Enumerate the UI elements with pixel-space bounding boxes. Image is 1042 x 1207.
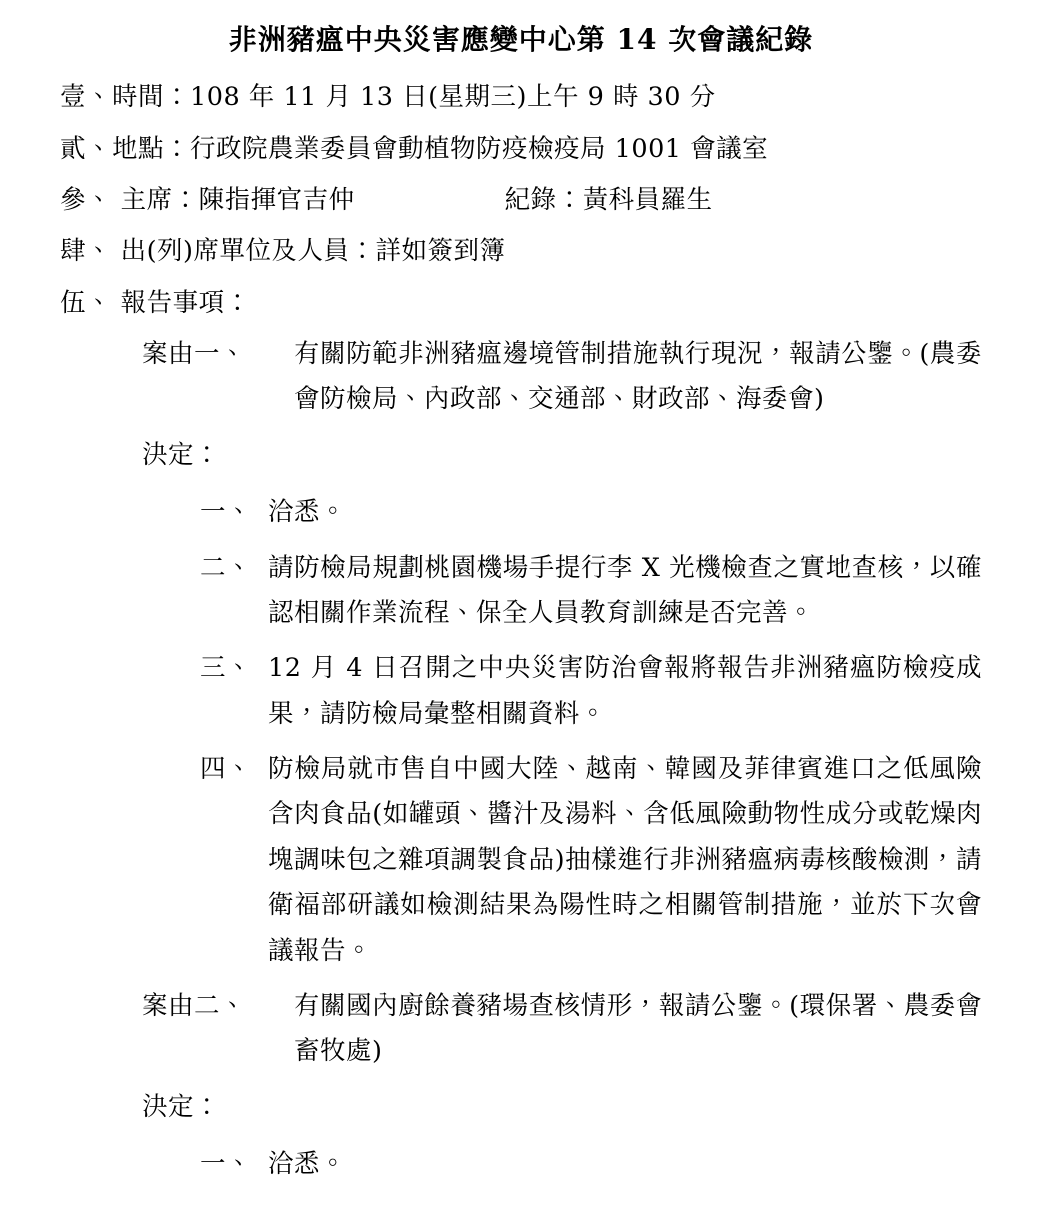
meeting-place-value: 行政院農業委員會動植物防疫檢疫局 1001 會議室 (190, 133, 769, 164)
list-item-marker: 一、 (200, 1149, 253, 1180)
case-text: 有關國內廚餘養豬場查核情形，報請公鑒。(環保署、農委會畜牧處) (294, 990, 982, 1067)
list-item (200, 1142, 982, 1187)
chair-text: 參、 主席：陳指揮官吉仲 (60, 184, 355, 215)
case-marker: 案由二、 (142, 990, 247, 1021)
list-item (200, 546, 982, 637)
case-item (142, 984, 982, 1075)
list-item-text: 洽悉。 (268, 1149, 347, 1180)
list-item (200, 646, 982, 737)
list-item-marker: 二、 (200, 552, 253, 583)
list-item (200, 747, 982, 974)
list-item-text: 請防檢局規劃桃園機場手提行李 X 光機檢查之實地查核，以確認相關作業流程、保全人員教育訓練是否完善。 (268, 552, 982, 628)
decision-label (142, 433, 982, 478)
decision-label-text: 決定： (142, 439, 221, 470)
meeting-time-line (60, 75, 982, 120)
decision-label-text: 決定： (142, 1091, 221, 1122)
list-item-text: 防檢局就市售自中國大陸、越南、韓國及菲律賓進口之低風險含肉食品(如罐頭、醬汁及湯料、含低風險動物性成分或乾燥肉塊調味包之雜項調製食品)抽樣進行非洲豬瘟病毒核酸檢測，請衛福部研議如檢測結果為陽性時之相關管制措施，並於下次會議報告。 (268, 754, 982, 966)
list-item-marker: 三、 (200, 653, 253, 684)
decision-label (142, 1085, 982, 1130)
list-item-marker: 四、 (200, 754, 253, 785)
chair-recorder-line (60, 178, 982, 223)
list-item-marker: 一、 (200, 497, 253, 528)
list-item-text: 洽悉。 (268, 497, 347, 528)
page-title: 非洲豬瘟中央災害應變中心第 14 次會議紀錄 (228, 23, 814, 56)
meeting-time-label: 壹、時間： (60, 82, 191, 113)
attendees-line: 肆、 出(列)席單位及人員：詳如簽到簿 (60, 236, 506, 267)
meeting-time-value: 108 年 11 月 13 日(星期三)上午 9 時 30 分 (190, 82, 716, 113)
section-report-heading: 伍、 報告事項： (60, 287, 251, 318)
meeting-place-line (60, 127, 982, 172)
list-item (200, 490, 982, 535)
meeting-place-label: 貳、地點： (60, 133, 191, 164)
list-item-text: 12 月 4 日召開之中央災害防治會報將報告非洲豬瘟防檢疫成果，請防檢局彙整相關資料。 (268, 653, 982, 729)
case-marker: 案由一、 (142, 339, 247, 370)
recorder-text: 紀錄：黃科員羅生 (504, 184, 713, 215)
case-item (142, 332, 982, 423)
case-text: 有關防範非洲豬瘟邊境管制措施執行現況，報請公鑒。(農委會防檢局、內政部、交通部、財政部、海委會) (294, 339, 982, 415)
